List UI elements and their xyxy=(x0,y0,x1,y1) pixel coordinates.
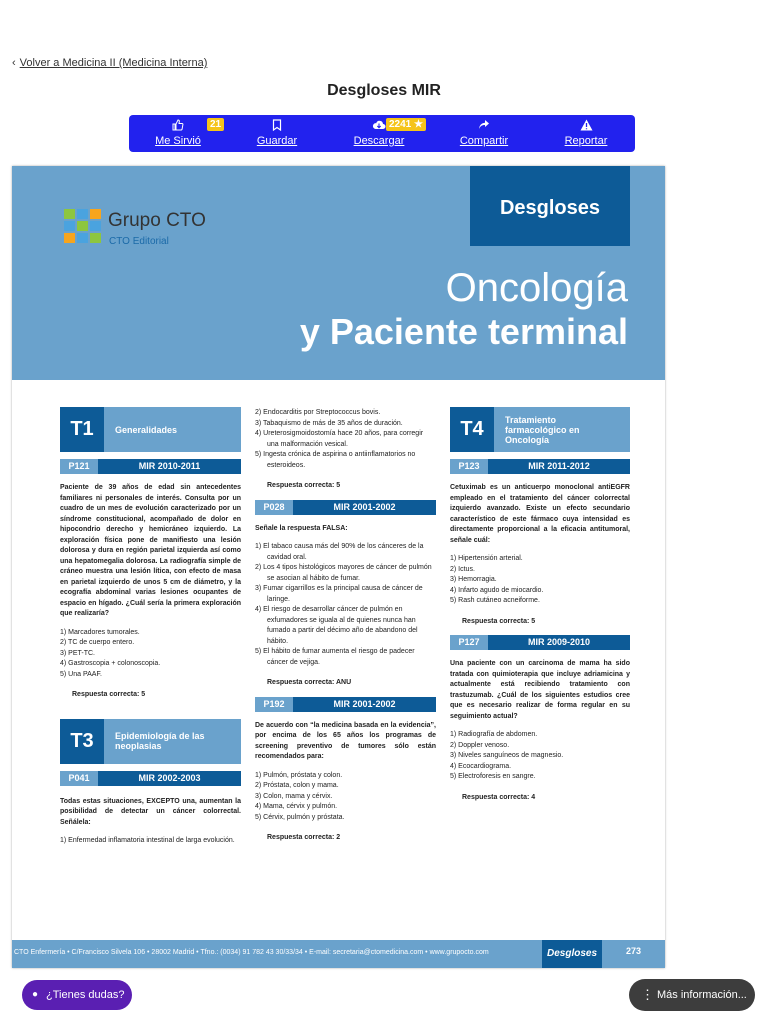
question-header xyxy=(60,771,241,786)
document-title-line1: Oncología xyxy=(445,266,628,310)
column-3 xyxy=(450,407,630,803)
page-number: 273 xyxy=(626,946,642,956)
option: 5) Ingesta crónica de aspirina o antiinflamatorios no esteroideos. xyxy=(255,451,416,469)
option: 1) Radiografía de abdomen. xyxy=(450,731,538,738)
column-1 xyxy=(60,407,241,847)
footer-tag: Desgloses xyxy=(542,940,602,968)
warning-icon xyxy=(561,119,611,135)
answer: Respuesta correcta: 4 xyxy=(462,793,536,801)
option-list xyxy=(255,771,436,824)
question-code: P041 xyxy=(60,771,98,786)
page-title: Desgloses MIR xyxy=(327,82,441,99)
question-header xyxy=(255,500,436,515)
chat-button[interactable] xyxy=(22,980,132,1010)
option: 3) Colon, mama y cérvix. xyxy=(255,792,333,800)
option: 5) Cérvix, pulmón y próstata. xyxy=(255,813,345,821)
document-header xyxy=(12,166,665,380)
option: 4) Ureterosigmoidostomía hace 20 años, para corregir una malformación vesical. xyxy=(255,430,424,448)
more-info-label: Más información... xyxy=(657,989,747,1001)
topic-box xyxy=(60,719,241,764)
column-2 xyxy=(255,408,436,844)
option: 1) El tabaco causa más del 90% de los cánceres de la cavidad oral. xyxy=(255,543,424,561)
option: 5) Rash cutáneo acneiforme. xyxy=(450,597,540,604)
question-text: Señale la respuesta FALSA: xyxy=(255,524,348,532)
option: 1) Hipertensión arterial. xyxy=(450,555,523,562)
thumbs-up-icon xyxy=(147,119,209,135)
option: 4) Mama, cérvix y pulmón. xyxy=(255,803,338,810)
answer: Respuesta correcta: 5 xyxy=(462,617,536,625)
option: 5) El hábito de fumar aumenta el riesgo de padecer cáncer de vejiga. xyxy=(255,648,415,666)
question-header xyxy=(450,459,630,474)
action-bar xyxy=(129,115,635,152)
like-count-badge: 21 xyxy=(207,118,224,131)
option: 5) Electroforesis en sangre. xyxy=(450,773,536,780)
footer-address: CTO Enfermería • C/Francisco Silvela 106 • 28002 Madrid • Tfno.: (0034) 91 782 43 30/33/34 • E-mail: secretaria@ctomedicina.com • www.grupocto.com xyxy=(14,949,489,956)
share-label: Compartir xyxy=(459,135,509,147)
option: 5) Una PAAF. xyxy=(60,670,102,678)
question-code: P127 xyxy=(450,635,488,650)
chat-bubble-icon: ● xyxy=(32,989,39,1000)
topic-number: T1 xyxy=(60,407,104,452)
report-button[interactable] xyxy=(561,119,611,149)
option: 1) Pulmón, próstata y colon. xyxy=(255,771,343,779)
question-code: P123 xyxy=(450,459,488,474)
question-exam: MIR 2011-2012 xyxy=(528,461,590,471)
option: 4) Infarto agudo de miocardio. xyxy=(450,586,544,594)
topic-number: T3 xyxy=(60,719,104,764)
download-label: Descargar xyxy=(353,135,405,147)
document-page xyxy=(12,166,665,968)
option: 4) El riesgo de desarrollar cáncer de pulmón en exfumadores se iguala al de quienes nunca han fumado a partir del décimo año de abandono del hábito. xyxy=(255,606,418,645)
logo-name: Grupo CTO xyxy=(108,210,206,231)
report-label: Reportar xyxy=(564,135,608,147)
question-text: Cetuximab es un anticuerpo monoclonal antiEGFR empleado en el tratamiento del cáncer colorrectal izquierdo avanzado. Existe un efecto secundario característico de este fármaco cuya intensidad es directamente proporcional a la eficacia antitumoral, señale cuál: xyxy=(450,484,630,544)
option: 3) Tabaquismo de más de 35 años de duración. xyxy=(255,419,403,427)
option: 2) Doppler venoso. xyxy=(450,741,510,749)
document-title-line2: y Paciente terminal xyxy=(299,311,628,352)
chevron-left-icon: ‹ xyxy=(12,57,16,69)
like-label: Me Sirvió xyxy=(155,135,201,147)
bookmark-icon xyxy=(251,119,303,135)
question-exam: MIR 2001-2002 xyxy=(333,698,396,709)
option: 1) Marcadores tumorales. xyxy=(60,628,140,636)
topic-box xyxy=(450,407,630,452)
option: 2) Próstata, colon y mama. xyxy=(255,782,339,789)
topic-box xyxy=(60,407,241,452)
like-button[interactable] xyxy=(147,119,209,149)
question-code: P028 xyxy=(255,500,293,515)
option-list xyxy=(255,542,436,668)
question-text: Una paciente con un carcinoma de mama ha sido tratada con quimioterapia que incluye adriamicina y actualmente está recibiendo tratamiento con trastuzumab. ¿Cuál de los siguientes estudios cree que es necesario realizar de forma regular en su seguimiento actual? xyxy=(450,660,630,720)
more-info-button[interactable] xyxy=(629,979,755,1011)
question-exam: MIR 2001-2002 xyxy=(333,501,396,512)
option: 4) Gastroscopia + colonoscopia. xyxy=(60,660,161,667)
more-vertical-icon: ⋮ xyxy=(641,987,654,1002)
question-header xyxy=(255,697,436,712)
option: 4) Ecocardiograma. xyxy=(450,762,512,770)
option: 2) TC de cuerpo entero. xyxy=(60,639,135,646)
share-icon xyxy=(455,119,513,135)
back-link[interactable] xyxy=(12,57,207,69)
save-button[interactable] xyxy=(251,119,303,149)
answer: Respuesta correcta: 2 xyxy=(267,834,341,841)
answer: Respuesta correcta: ANU xyxy=(267,679,352,686)
back-link-label: Volver a Medicina II (Medicina Interna) xyxy=(19,57,208,69)
document-footer xyxy=(12,940,665,968)
option-list xyxy=(450,554,630,607)
document-tag: Desgloses xyxy=(470,166,630,246)
topic-title: Generalidades xyxy=(115,424,178,435)
option: 3) Fumar cigarrillos es la principal causa de cáncer de laringe. xyxy=(255,585,423,603)
logo-subtitle: CTO Editorial xyxy=(109,236,169,247)
option: 2) Ictus. xyxy=(450,565,475,573)
topic-title: Tratamiento farmacológico en Oncología xyxy=(505,414,580,445)
option-list xyxy=(450,730,630,783)
question-header xyxy=(60,459,241,474)
option: 1) Enfermedad inflamatoria intestinal de larga evolución. xyxy=(60,837,235,844)
option-list xyxy=(60,628,241,681)
question-exam: MIR 2009-2010 xyxy=(527,637,591,647)
question-code: P121 xyxy=(60,459,98,474)
question-text: Paciente de 39 años de edad sin antecedentes familiares ni personales de interés. Consulta por un cuadro de un mes de evolución caracterizado por un síndrome constitucional, acompañado de dolor en hipocondrio derecho y hemicráneo izquierdo. La exploración física pone de manifiesto una lesión dolorosa y dura en región parietal izquierda así como una hepatomegalia dolorosa. La radiografía simple de cráneo muestra una lesión lítica, con efecto de masa en parietal izquierdo de unos 5 cm de diámetro, y la ecografía abdominal varias lesiones ocupantes de espacio en hígado. ¿Cuál sería la primera exploración que realizaría? xyxy=(60,484,241,617)
option: 3) Hemorragia. xyxy=(450,576,497,583)
option: 3) PET-TC. xyxy=(60,649,96,657)
topic-title: Epidemiología de las neoplasias xyxy=(115,731,205,751)
download-count-badge: 2241 ★ xyxy=(386,118,426,131)
chat-label: ¿Tienes dudas? xyxy=(46,989,125,1001)
option: 2) Endocarditis por Streptococcus bovis. xyxy=(255,409,381,416)
option-list xyxy=(60,836,241,847)
option: 3) Niveles sanguíneos de magnesio. xyxy=(450,752,564,759)
option-list xyxy=(255,408,436,471)
question-text: De acuerdo con “la medicina basada en la evidencia”, por encima de los 65 años los programas de screening preventivo de tumores sólo están recomendados para: xyxy=(255,721,436,760)
question-header xyxy=(450,635,630,650)
topic-number: T4 xyxy=(450,407,494,452)
option: 2) Los 4 tipos histológicos mayores de cáncer de pulmón se asocian al hábito de fumar. xyxy=(255,564,432,582)
answer: Respuesta correcta: 5 xyxy=(72,691,146,698)
save-label: Guardar xyxy=(256,135,298,147)
question-code: P192 xyxy=(255,697,293,712)
answer: Respuesta correcta: 5 xyxy=(267,482,341,489)
share-button[interactable] xyxy=(455,119,513,149)
question-exam: MIR 2010-2011 xyxy=(138,461,201,471)
question-text: Todas estas situaciones, EXCEPTO una, aumentan la posibilidad de detectar un cáncer colorrectal. Señálela: xyxy=(60,797,241,826)
question-exam: MIR 2002-2003 xyxy=(138,772,201,783)
